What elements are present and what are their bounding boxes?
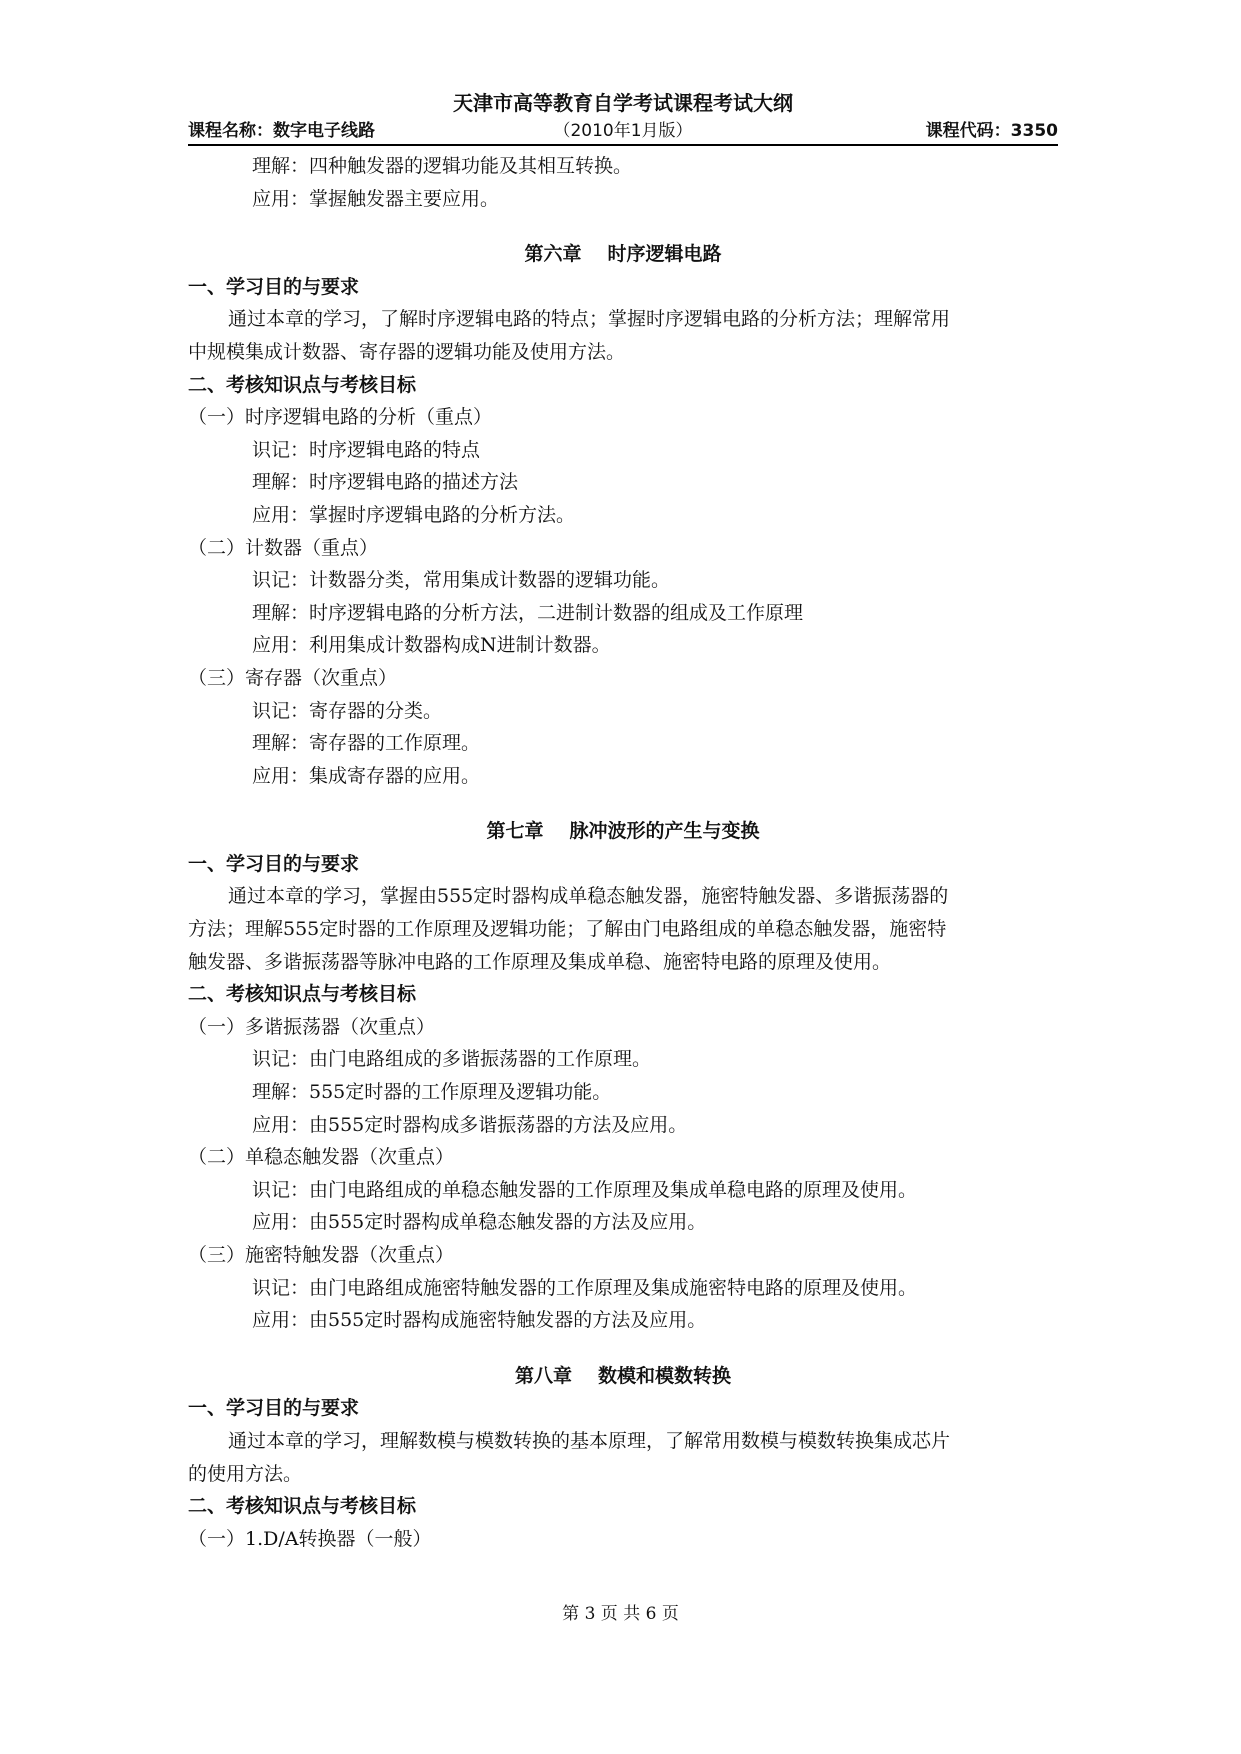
subsection-title: （一）1.D/A转换器（一般） [188, 1527, 432, 1550]
goal-text-line: 通过本章的学习，理解数模与模数转换的基本原理，了解常用数模与模数转换集成芯片 [228, 1429, 951, 1452]
subsection-title: （三）施密特触发器（次重点） [188, 1244, 455, 1266]
goal-text-line: 通过本章的学习，了解时序逻辑电路的特点；掌握时序逻辑电路的分析方法；理解常用 [228, 308, 951, 331]
list-item: 识记：寄存器的分类。 [252, 699, 443, 722]
list-item: 应用：掌握时序逻辑电路的分析方法。 [252, 503, 576, 526]
list-item: 应用：由555定时器构成施密特触发器的方法及应用。 [252, 1309, 707, 1332]
section-heading-knowledge: 二、考核知识点与考核目标 [188, 373, 417, 396]
document-title: 天津市高等教育自学考试课程考试大纲 [453, 91, 793, 115]
chapter-title: 数模和模数转换 [598, 1364, 732, 1387]
chapter-number: 第六章 [524, 243, 582, 266]
header-divider [188, 144, 1058, 146]
goal-text-line: 中规模集成计数器、寄存器的逻辑功能及使用方法。 [188, 340, 626, 363]
chapter-heading-7 [188, 815, 1058, 848]
course-code: 课程代码：3350 [925, 121, 1058, 141]
section-heading-goals: 一、学习目的与要求 [188, 852, 360, 875]
intro-line: 理解：四种触发器的逻辑功能及其相互转换。 [252, 155, 633, 177]
subsection-title: （三）寄存器（次重点） [188, 666, 398, 689]
course-name: 课程名称：数字电子线路 [188, 121, 375, 141]
list-item: 识记：由门电路组成的多谐振荡器的工作原理。 [252, 1048, 652, 1071]
list-item: 应用：集成寄存器的应用。 [252, 764, 481, 787]
intro-line: 应用：掌握触发器主要应用。 [252, 187, 500, 210]
list-item: 理解：时序逻辑电路的描述方法 [252, 471, 519, 494]
list-item: 应用：由555定时器构成多谐振荡器的方法及应用。 [252, 1113, 688, 1136]
chapter-heading-8 [188, 1360, 1058, 1393]
subsection-title: （二）单稳态触发器（次重点） [188, 1146, 455, 1169]
chapter-title: 时序逻辑电路 [607, 243, 722, 266]
goal-text-line: 触发器、多谐振荡器等脉冲电路的工作原理及集成单稳、施密特电路的原理及使用。 [188, 950, 892, 973]
subsection-title: （二）计数器（重点） [188, 536, 379, 559]
list-item: 识记：时序逻辑电路的特点 [252, 438, 481, 461]
subsection-title: （一）时序逻辑电路的分析（重点） [188, 406, 493, 429]
section-heading-knowledge: 二、考核知识点与考核目标 [188, 983, 417, 1006]
list-item: 理解：寄存器的工作原理。 [252, 732, 481, 755]
section-heading-knowledge: 二、考核知识点与考核目标 [188, 1495, 417, 1518]
list-item: 应用：利用集成计数器构成N进制计数器。 [252, 634, 611, 657]
list-item: 理解：555定时器的工作原理及逻辑功能。 [252, 1081, 612, 1104]
page-number: 第 3 页 共 6 页 [562, 1604, 679, 1624]
list-item: 应用：由555定时器构成单稳态触发器的方法及应用。 [252, 1211, 707, 1234]
subsection-title: （一）多谐振荡器（次重点） [188, 1015, 436, 1038]
document-body [188, 150, 1058, 1555]
chapter-number: 第八章 [514, 1364, 572, 1387]
goal-text-line: 方法；理解555定时器的工作原理及逻辑功能；了解由门电路组成的单稳态触发器，施密特 [188, 918, 947, 941]
goal-text-line: 的使用方法。 [188, 1462, 303, 1485]
list-item: 识记：由门电路组成施密特触发器的工作原理及集成施密特电路的原理及使用。 [252, 1276, 918, 1299]
section-heading-goals: 一、学习目的与要求 [188, 275, 360, 298]
list-item: 识记：由门电路组成的单稳态触发器的工作原理及集成单稳电路的原理及使用。 [252, 1178, 918, 1201]
chapter-title: 脉冲波形的产生与变换 [569, 820, 760, 843]
section-heading-goals: 一、学习目的与要求 [188, 1397, 360, 1420]
header-row [188, 118, 1058, 144]
goal-text-line: 通过本章的学习，掌握由555定时器构成单稳态触发器，施密特触发器、多谐振荡器的 [228, 885, 949, 908]
list-item: 识记：计数器分类，常用集成计数器的逻辑功能。 [252, 569, 671, 592]
list-item: 理解：时序逻辑电路的分析方法，二进制计数器的组成及工作原理 [252, 601, 804, 624]
chapter-number: 第七章 [486, 820, 544, 843]
edition-label: （2010年1月版） [553, 121, 693, 141]
chapter-heading-6 [188, 238, 1058, 271]
